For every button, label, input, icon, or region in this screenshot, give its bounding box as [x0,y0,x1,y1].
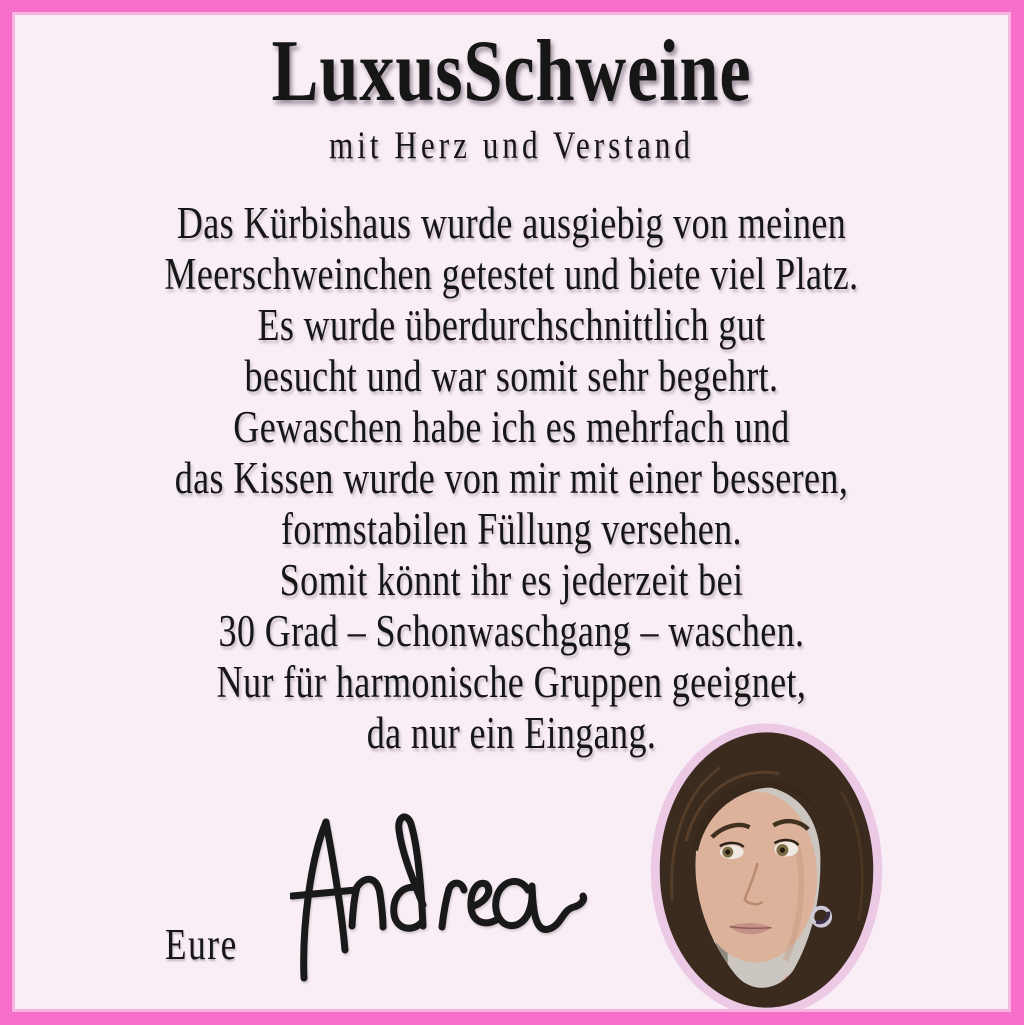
poster-card [12,12,1011,1012]
text-zone [114,23,908,759]
body-text-line: formstabilen Füllung versehen. [281,504,742,554]
page-subtitle: mit Herz und Verstand [328,124,695,167]
body-text-line: Gewaschen habe ich es mehrfach und [233,402,790,452]
signature-prefix: Eure [165,920,238,969]
body-text-line: Meerschweinchen getestet und biete viel Platz. [164,249,859,299]
body-text-line: Somit könnt ihr es jederzeit bei [279,555,744,605]
portrait-photo [646,722,887,1012]
page-title: LuxusSchweine [271,23,752,120]
body-text-line: das Kissen wurde von mir mit einer besseren, [174,453,849,503]
body-text-line: besucht und war somit sehr begehrt. [244,351,779,401]
handwritten-signature-andrea [290,810,590,990]
body-text-line: Nur für harmonische Gruppen geeignet, [216,657,807,707]
body-text-line: 30 Grad – Schonwaschgang – waschen. [218,606,805,656]
body-text-line: Es wurde überdurchschnittlich gut [257,300,766,350]
body-text-line: da nur ein Eingang. [366,708,657,758]
description-text [114,198,908,759]
body-text-line: Das Kürbishaus wurde ausgiebig von meinen [176,198,847,248]
